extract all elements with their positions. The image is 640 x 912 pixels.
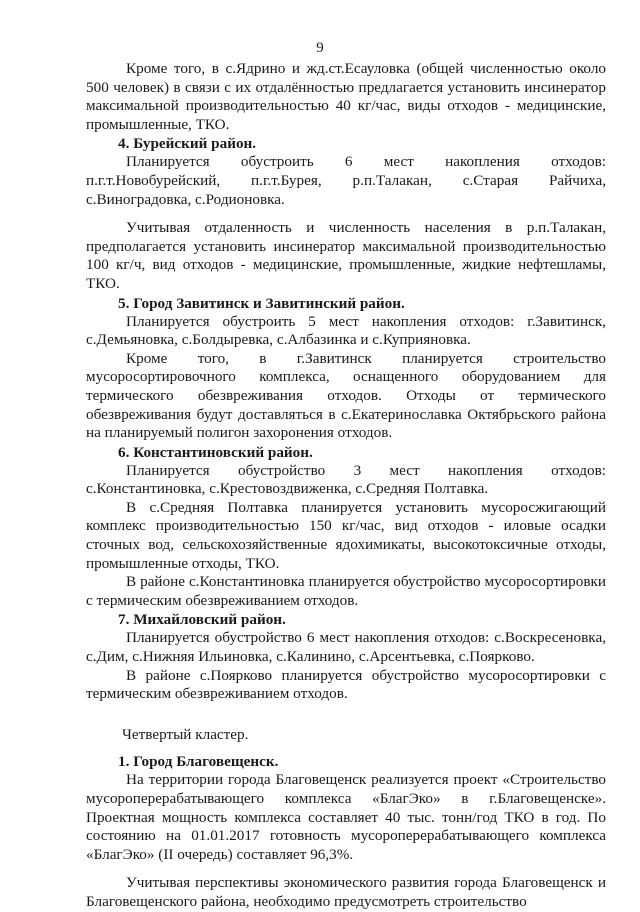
paragraph: Кроме того, в г.Завитинск планируется строительство мусоросортировочного комплекса, оснащенного оборудованием для термического обезвреживания отходов. Отходы от термического обезвреживания будут доставляться в с.Екатеринославка Октябрьского района на планируемый полигон захоронения отходов. xyxy=(86,349,606,442)
section-heading-blagoveshchensk: 1. Город Благовещенск. xyxy=(118,753,279,771)
page-number: 9 xyxy=(316,40,324,56)
section-heading-konstantinovka: 6. Константиновский район. xyxy=(118,443,313,461)
paragraph: Учитывая отдаленность и численность населения в р.п.Талакан, предполагается установить инсинератор максимальной производительностью 100 кг/ч, вид отходов - медицинские, промышленные, жидкие нефтешламы, ТКО. xyxy=(86,219,606,292)
paragraph: Планируется обустройство 6 мест накопления отходов: с.Воскресеновка, с.Дим, с.Нижняя Ильиновка, с.Калинино, с.Арсентьевка, с.Поярково. xyxy=(86,629,606,666)
cluster-title: Четвертый кластер. xyxy=(122,725,249,743)
paragraph: Планируется обустроить 6 мест накопления отходов: п.г.т.Новобурейский, п.г.т.Бурея, р.п.Талакан, с.Старая Райчиха, с.Виноградовка, с.Родионовка. xyxy=(86,153,606,208)
paragraph: В районе с.Константиновка планируется обустройство мусоросортировки с термическим обезвреживанием отходов. xyxy=(86,573,606,609)
paragraph: Учитывая перспективы экономического развития города Благовещенск и Благовещенского района, необходимо предусмотреть строительство xyxy=(86,874,606,910)
section-heading-zavitinsk: 5. Город Завитинск и Завитинский район. xyxy=(118,294,405,312)
section-heading-mikhailovka: 7. Михайловский район. xyxy=(118,611,286,629)
paragraph: Планируется обустройство 3 мест накопления отходов: с.Константиновка, с.Крестовоздвиженка, с.Средняя Полтавка. xyxy=(86,461,606,498)
paragraph: Кроме того, в с.Ядрино и жд.ст.Есауловка (общей численностью около 500 человек) в связи с их отдалённостью предлагается установить инсинератор максимальной производительностью 40 кг/час, виды отходов - медицинские, промышленные, ТКО. xyxy=(86,60,606,133)
document-body xyxy=(86,60,606,912)
paragraph: В районе с.Поярково планируется обустройство мусоросортировки с термическим обезвреживанием отходов. xyxy=(86,666,606,703)
section-heading-bureya: 4. Бурейский район. xyxy=(118,135,257,153)
paragraph: На территории города Благовещенск реализуется проект «Строительство мусороперерабатывающего комплекса «БлагЭко» в г.Благовещенске». Проектная мощность комплекса составляет 40 тыс. тонн/год ТКО в год. По состоянию на 01.01.2017 готовность мусороперерабатывающего комплекса «БлагЭко» (II очередь) составляет 96,3%. xyxy=(86,771,606,863)
paragraph: В с.Средняя Полтавка планируется установить мусоросжигающий комплекс производительностью 150 кг/час, вид отходов - иловые осадки сточных вод, сельскохозяйственные ядохимикаты, высокотоксичные отходы, промышленные отходы, ТКО. xyxy=(86,498,606,572)
paragraph: Планируется обустроить 5 мест накопления отходов: г.Завитинск, с.Демьяновка, с.Болдыревка, с.Албазинка и с.Куприяновка. xyxy=(86,312,606,349)
